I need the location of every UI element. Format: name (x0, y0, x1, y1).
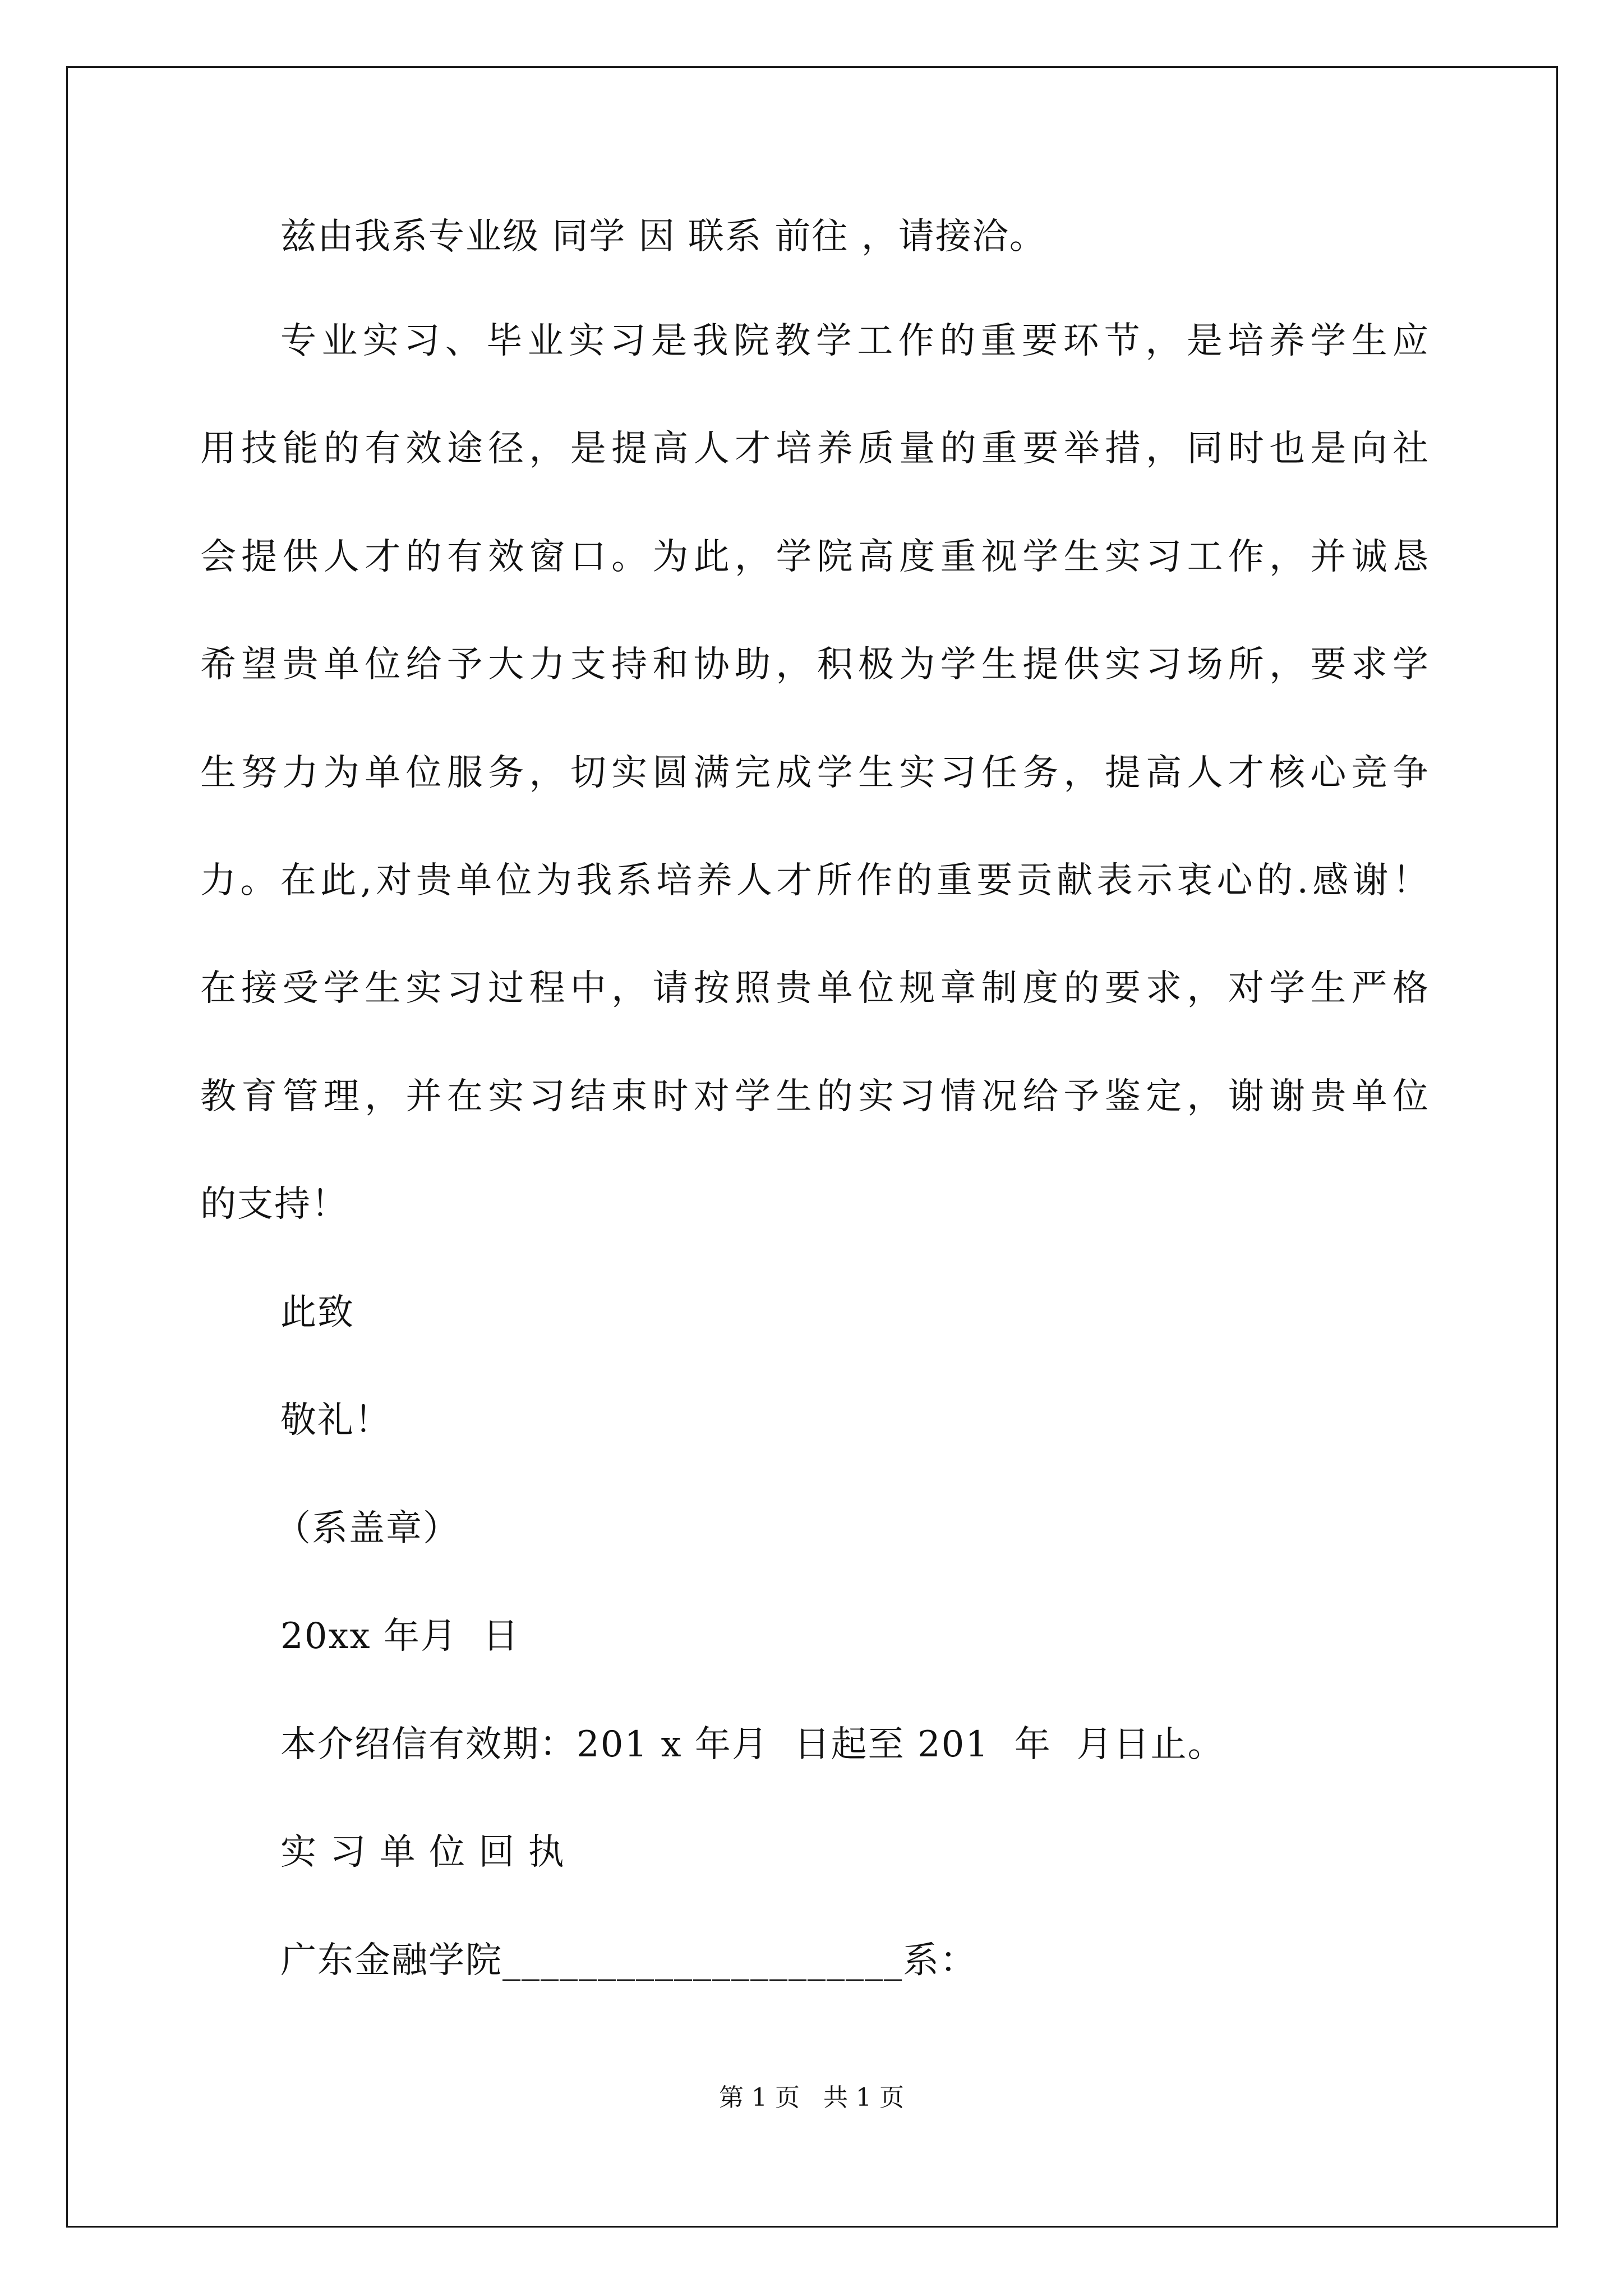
paragraph-line-2: 用技能的有效途径，是提高人才培养质量的重要举措，同时也是向社 (200, 428, 1430, 470)
validity-period: 本介绍信有效期：201 x 年月 日起至 201 年 月日止。 (280, 1724, 1225, 1765)
paragraph-line-8: 教育管理，并在实习结束时对学生的实习情况给予鉴定，谢谢贵单位 (200, 1076, 1430, 1117)
paragraph-line-6: 力。在此,对贵单位为我系培养人才所作的重要贡献表示衷心的.感谢！ (200, 860, 1430, 901)
salutation-jingli: 敬礼！ (280, 1400, 391, 1441)
salutation-cizhi: 此致 (280, 1292, 354, 1333)
stamp-note: （系盖章） (275, 1508, 460, 1549)
letter-opening: 兹由我系专业级 同学 因 联系 前往 ，请接洽。 (280, 216, 1046, 257)
paragraph-line-4: 希望贵单位给予大力支持和协助，积极为学生提供实习场所，要求学 (200, 644, 1430, 685)
paragraph-line-9: 的支持！ (200, 1184, 348, 1225)
paragraph-line-1: 专业实习、毕业实习是我院教学工作的重要环节，是培养学生应 (280, 320, 1430, 362)
receipt-title: 实 习 单 位 回 执 (280, 1832, 565, 1873)
page-footer: 第 1 页 共 1 页 (719, 2083, 904, 2112)
paragraph-line-3: 会提供人才的有效窗口。为此，学院高度重视学生实习工作，并诚恳 (200, 536, 1430, 578)
paragraph-line-7: 在接受学生实习过程中，请按照贵单位规章制度的要求，对学生严格 (200, 968, 1430, 1009)
letter-date: 20xx 年月 日 (280, 1616, 520, 1657)
receipt-address: 广东金融学院_____________________系： (280, 1940, 977, 1981)
paragraph-line-5: 生努力为单位服务，切实圆满完成学生实习任务，提高人才核心竞争 (200, 752, 1430, 794)
page-border (66, 66, 1558, 2228)
